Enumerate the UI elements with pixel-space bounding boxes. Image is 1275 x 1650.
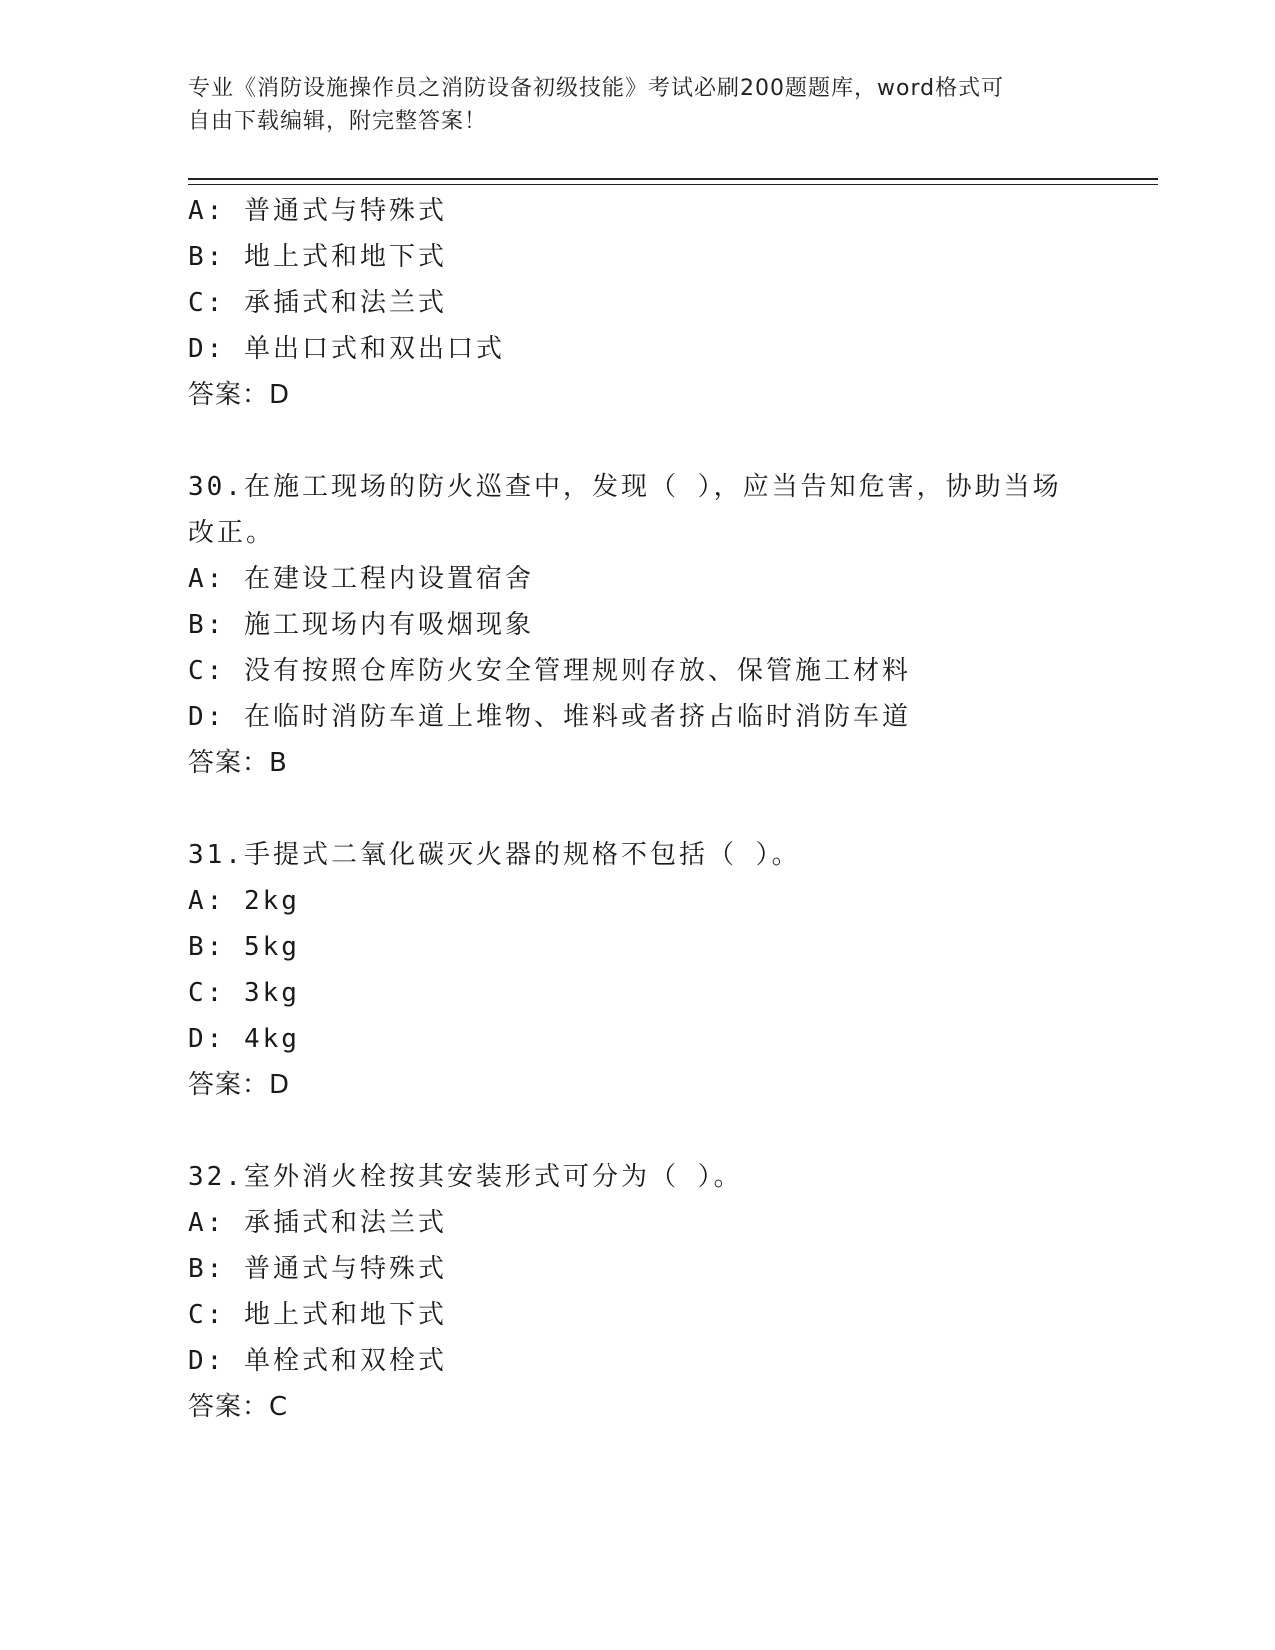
answer-line: 答案：B: [188, 748, 288, 778]
header-line-2: 自由下载编辑，附完整答案！: [188, 109, 488, 134]
question-list: [188, 188, 1148, 1430]
option-b: B: 5kg: [188, 932, 300, 962]
header-line-1: 专业《消防设施操作员之消防设备初级技能》考试必刷200题题库，word格式可: [188, 76, 1005, 101]
question-30: [188, 464, 1148, 786]
option-c: C: 没有按照仓库防火安全管理规则存放、保管施工材料: [188, 656, 911, 686]
question-stem: 32.室外消火栓按其安装形式可分为（ ）。: [188, 1162, 743, 1192]
question-31: [188, 832, 1148, 1108]
header-divider-thick: [188, 178, 1158, 180]
option-d: D: 4kg: [188, 1024, 300, 1054]
spacer: [188, 418, 1148, 464]
option-c: C: 承插式和法兰式: [188, 288, 447, 318]
spacer: [188, 786, 1148, 832]
header-divider-thin: [188, 184, 1158, 185]
option-d: D: 在临时消防车道上堆物、堆料或者挤占临时消防车道: [188, 702, 911, 732]
question-stem: 30.在施工现场的防火巡查中，发现（ ），应当告知危害，协助当场: [188, 472, 1062, 502]
question-stem-continued: 改正。: [188, 518, 276, 548]
option-c: C: 地上式和地下式: [188, 1300, 447, 1330]
question-stem: 31.手提式二氧化碳灭火器的规格不包括（ ）。: [188, 840, 801, 870]
answer-line: 答案：C: [188, 1392, 289, 1422]
question-29-continued: [188, 188, 1148, 418]
answer-line: 答案：D: [188, 1070, 291, 1100]
question-32: [188, 1154, 1148, 1430]
option-b: B: 施工现场内有吸烟现象: [188, 610, 534, 640]
option-b: B: 地上式和地下式: [188, 242, 447, 272]
document-header: [188, 72, 1088, 138]
option-c: C: 3kg: [188, 978, 300, 1008]
option-b: B: 普通式与特殊式: [188, 1254, 447, 1284]
option-a: A: 在建设工程内设置宿舍: [188, 564, 534, 594]
option-d: D: 单出口式和双出口式: [188, 334, 505, 364]
option-a: A: 承插式和法兰式: [188, 1208, 447, 1238]
spacer: [188, 1108, 1148, 1154]
option-a: A: 2kg: [188, 886, 300, 916]
answer-line: 答案：D: [188, 380, 291, 410]
option-a: A: 普通式与特殊式: [188, 196, 447, 226]
option-d: D: 单栓式和双栓式: [188, 1346, 447, 1376]
